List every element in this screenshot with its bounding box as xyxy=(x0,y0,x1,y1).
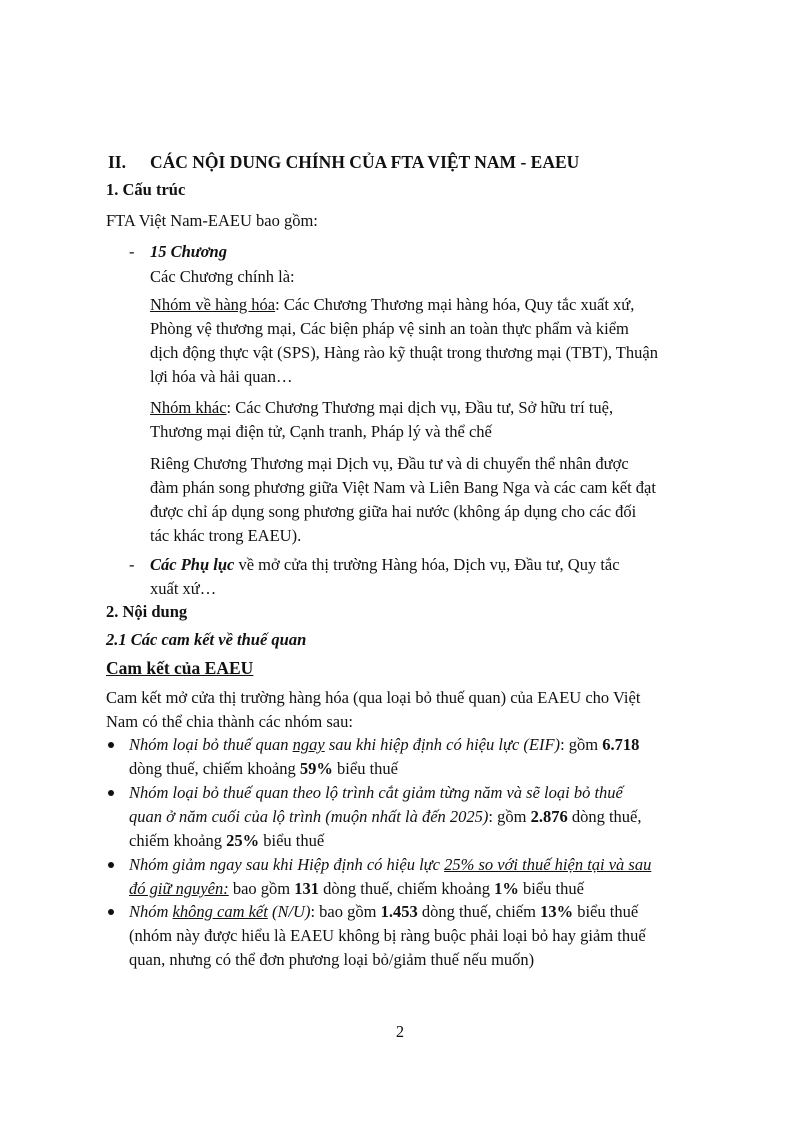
item3-line-2 xyxy=(129,879,584,899)
chapters-sub: Các Chương chính là: xyxy=(150,267,295,286)
item1-text-3: biểu thuế xyxy=(332,759,398,778)
item2-text-4: biểu thuế xyxy=(259,831,325,850)
item1-text: : gồm xyxy=(560,735,603,754)
item2-text: : gồm xyxy=(488,807,531,826)
annex-text-1: về mở cửa thị trường Hàng hóa, Dịch vụ, Đầu tư, Quy tắc xyxy=(234,555,620,574)
bullet-dot xyxy=(108,909,114,915)
special-line-1: Riêng Chương Thương mại Dịch vụ, Đầu tư và di chuyển thể nhân được xyxy=(150,454,629,473)
item2-line-2 xyxy=(129,807,642,827)
item2-text-3: chiếm khoảng xyxy=(129,831,227,850)
section-title: CÁC NỘI DUNG CHÍNH CỦA FTA VIỆT NAM - EAEU xyxy=(150,152,580,172)
item3-count: 131 xyxy=(294,879,320,898)
annex-line-1 xyxy=(150,555,620,575)
item3-text-b: dòng thuế, chiếm khoảng xyxy=(319,879,495,898)
heading-structure: 1. Cấu trúc xyxy=(106,180,186,199)
item4-italic-a: Nhóm xyxy=(129,902,173,921)
item3-text-c: biểu thuế xyxy=(518,879,584,898)
item2-count: 2.876 xyxy=(530,807,568,826)
item4-text-b: dòng thuế, chiếm xyxy=(417,902,541,921)
dash-bullet: - xyxy=(129,242,135,261)
item4-text: : bao gồm xyxy=(310,902,381,921)
dash-bullet: - xyxy=(129,555,135,574)
page-number: 2 xyxy=(395,1022,405,1041)
annex-line-2: xuất xứ… xyxy=(150,579,217,598)
item1-text-2: dòng thuế, chiếm khoảng xyxy=(129,759,300,778)
item3-percent: 1% xyxy=(494,879,519,898)
goods-label: Nhóm về hàng hóa xyxy=(150,295,276,314)
item3-underlined-a: 25% so với thuế hiện tại và sau xyxy=(444,855,652,874)
item1-percent: 59% xyxy=(299,759,333,778)
item1-line-2 xyxy=(129,759,398,779)
bullet-dot xyxy=(108,742,114,748)
goods-line-4: lợi hóa và hải quan… xyxy=(150,367,293,386)
special-line-3: được chỉ áp dụng song phương giữa hai nước (không áp dụng cho các đối xyxy=(150,502,637,521)
item4-line-3: quan, nhưng có thể đơn phương loại bỏ/giảm thuế nếu muốn) xyxy=(129,950,535,969)
heading-tariff: 2.1 Các cam kết về thuế quan xyxy=(106,630,307,649)
other-text-1: : Các Chương Thương mại dịch vụ, Đầu tư, Sở hữu trí tuệ, xyxy=(226,398,614,417)
item4-count: 1.453 xyxy=(380,902,418,921)
item1-italic-a: Nhóm loại bỏ thuế quan xyxy=(129,735,293,754)
heading-eaeu-commitment: Cam kết của EAEU xyxy=(106,658,254,678)
item3-italic: Nhóm giảm ngay sau khi Hiệp định có hiệu lực xyxy=(129,855,445,874)
special-line-4: tác khác trong EAEU). xyxy=(150,526,302,545)
item2-line-3 xyxy=(129,831,324,851)
special-line-2: đàm phán song phương giữa Việt Nam và Liên Bang Nga và các cam kết đạt xyxy=(150,478,656,497)
item1-count: 6.718 xyxy=(602,735,640,754)
goods-line-3: dịch động thực vật (SPS), Hàng rào kỹ thuật trong thương mại (TBT), Thuận xyxy=(150,343,658,362)
item4-line-1 xyxy=(129,902,638,922)
item4-underlined: không cam kết xyxy=(172,902,268,921)
goods-line-1 xyxy=(150,295,634,315)
item3-underlined-b: đó giữ nguyên: xyxy=(129,879,229,898)
item3-line-1 xyxy=(129,855,651,875)
bullet-dot xyxy=(108,862,114,868)
heading-content: 2. Nội dung xyxy=(106,602,188,621)
bullet-dot xyxy=(108,790,114,796)
item2-text-b: dòng thuế, xyxy=(567,807,642,826)
chapters-title: 15 Chương xyxy=(150,242,227,261)
item3-text: bao gồm xyxy=(228,879,295,898)
item4-italic-b: (N/U) xyxy=(267,902,311,921)
item4-percent: 13% xyxy=(540,902,574,921)
structure-intro: FTA Việt Nam-EAEU bao gồm: xyxy=(106,211,318,230)
item4-text-c: biểu thuế xyxy=(573,902,639,921)
section-number: II. xyxy=(108,152,126,172)
item1-line-1 xyxy=(129,735,639,755)
item2-line-1: Nhóm loại bỏ thuế quan theo lộ trình cắt giảm từng năm và sẽ loại bỏ thuế xyxy=(129,783,623,802)
item2-percent: 25% xyxy=(226,831,260,850)
item1-underlined: ngay xyxy=(292,735,325,754)
annex-title: Các Phụ lục xyxy=(150,555,235,574)
other-label: Nhóm khác xyxy=(150,398,227,417)
commit-intro-2: Nam có thể chia thành các nhóm sau: xyxy=(106,712,353,731)
goods-line-2: Phòng vệ thương mại, Các biện pháp vệ sinh an toàn thực phẩm và kiểm xyxy=(150,319,629,338)
other-line-2: Thương mại điện tử, Cạnh tranh, Pháp lý và thể chế xyxy=(150,422,492,441)
other-line-1 xyxy=(150,398,613,418)
item2-italic: quan ở năm cuối của lộ trình (muộn nhất là đến 2025) xyxy=(129,807,489,826)
item1-italic-b: sau khi hiệp định có hiệu lực (EIF) xyxy=(324,735,561,754)
item4-line-2: (nhóm này được hiểu là EAEU không bị ràng buộc phải loại bỏ hay giảm thuế xyxy=(129,926,646,945)
goods-text-1: : Các Chương Thương mại hàng hóa, Quy tắc xuất xứ, xyxy=(275,295,635,314)
commit-intro-1: Cam kết mở cửa thị trường hàng hóa (qua loại bỏ thuế quan) của EAEU cho Việt xyxy=(106,688,641,707)
